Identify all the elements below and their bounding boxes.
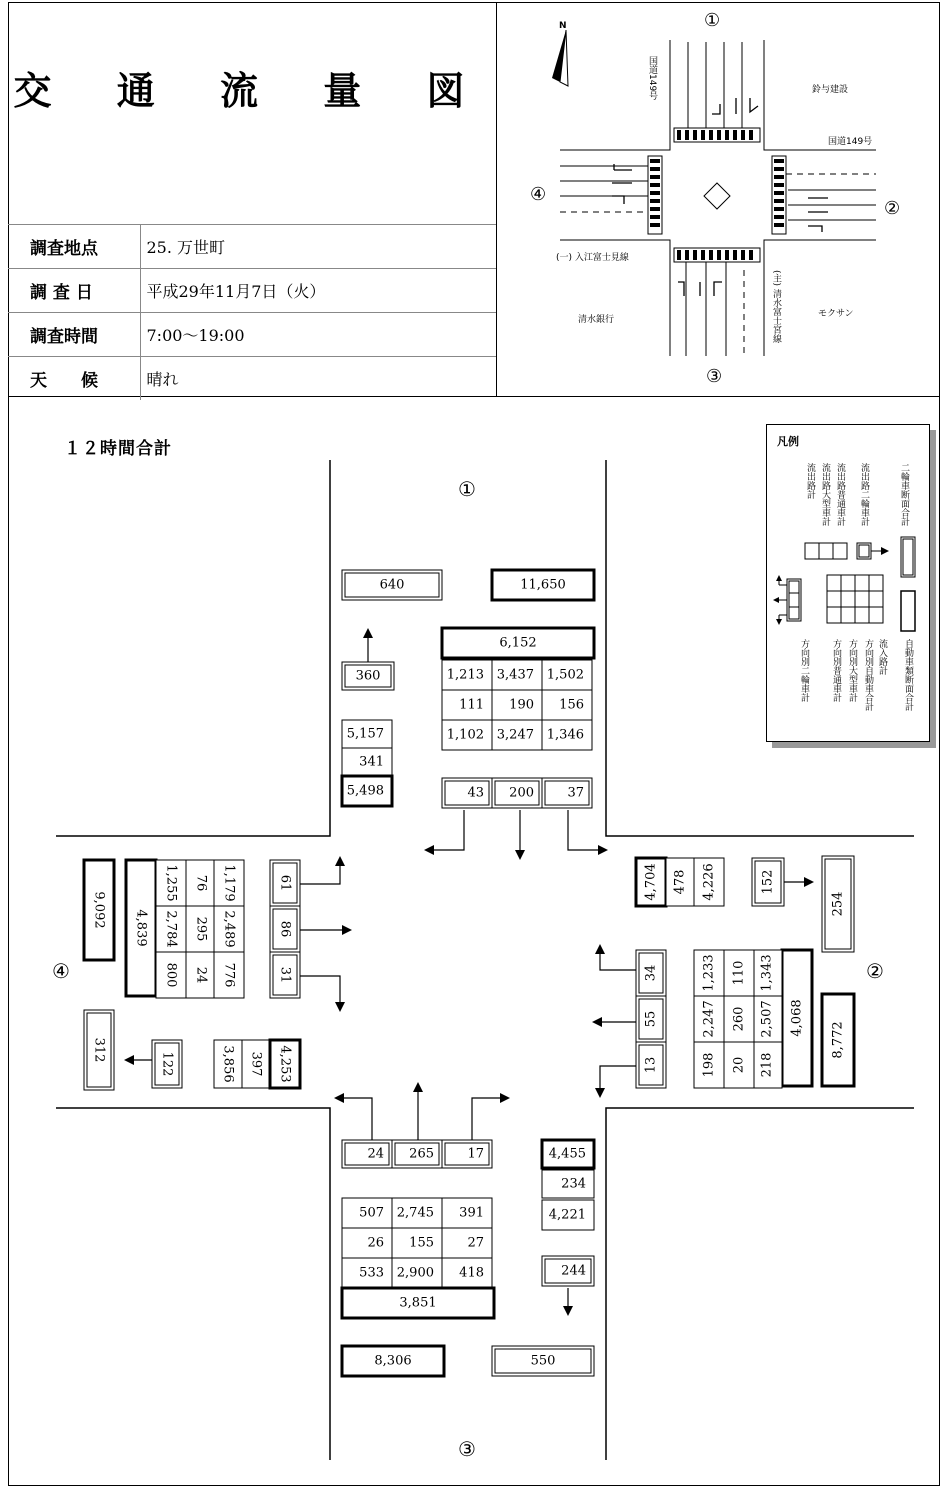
north-dir-total-cell-value: 1,213 — [446, 667, 484, 683]
south-dir-regular-cell — [442, 1198, 492, 1228]
north-dir-total-cell — [492, 660, 542, 690]
south-outflow-large-value: 234 — [561, 1176, 586, 1192]
west-outflow-twowheel — [152, 1040, 182, 1088]
south-dir-twowheel-cell-value: 17 — [467, 1146, 484, 1162]
legend-bottom-label: 流入路計 — [877, 639, 887, 675]
north-dir-regular-cell-value: 1,102 — [446, 727, 484, 743]
east-vehicle-section-total-value: 8,772 — [830, 1021, 846, 1059]
legend-top-label: 二輪車断面合計 — [899, 463, 909, 526]
north-outflow-twowheel-value: 360 — [355, 668, 381, 684]
west-outflow-regular-value: 3,856 — [220, 1045, 236, 1083]
north-dir-twowheel-cell — [442, 778, 492, 808]
section-title: １２時間合計 — [64, 439, 172, 459]
east-twowheel-section-total-value: 254 — [830, 891, 846, 917]
info-value: 25. 万世町 — [140, 225, 496, 269]
west-outflow-large — [242, 1040, 270, 1088]
map-road-west-label: (一) 入江富士見線 — [556, 253, 629, 263]
legend-bottom-label: 自動車類断面合計 — [903, 639, 913, 711]
east-dir-total-cell-value: 1,343 — [759, 954, 775, 992]
east-inflow-total — [782, 950, 812, 1086]
east-outflow-regular-value: 4,226 — [701, 863, 717, 901]
south-twowheel-section-total — [492, 1346, 594, 1376]
info-label: 調査地点 — [8, 225, 140, 269]
flow-dir-1: ① — [458, 477, 476, 501]
north-outflow-twowheel — [342, 662, 394, 690]
south-twowheel-section-total-value: 550 — [530, 1353, 556, 1369]
east-dir-large-cell-value: 260 — [731, 1006, 747, 1032]
legend-top-label: 流出路二輪車計 — [859, 463, 869, 526]
north-dir-regular-cell-value: 3,247 — [496, 727, 534, 743]
west-dir-twowheel-cell-value: 61 — [277, 874, 293, 892]
map-building-suzuyo: 鈴与建設 — [812, 85, 849, 95]
north-label: N — [559, 21, 567, 31]
west-dir-twowheel-cell-value: 86 — [277, 920, 293, 938]
west-dir-regular-cell — [156, 860, 186, 906]
info-label: 天 候 — [8, 357, 140, 401]
south-vehicle-section-total-value: 8,306 — [374, 1353, 412, 1369]
east-outflow-twowheel-value: 152 — [760, 869, 776, 895]
info-value: 平成29年11月7日（火） — [140, 269, 496, 313]
east-inflow-total-value: 4,068 — [789, 999, 805, 1037]
map-dir-1: ① — [704, 10, 721, 31]
south-dir-regular-cell-value: 2,745 — [396, 1205, 434, 1221]
legend-bottom-label: 方向別二輪車計 — [799, 639, 809, 702]
north-outflow-total — [342, 776, 392, 806]
north-dir-large-cell — [542, 690, 592, 720]
flow-dir-3: ③ — [458, 1437, 476, 1461]
west-dir-twowheel-cell-value: 31 — [277, 966, 293, 984]
west-dir-total-cell — [214, 906, 244, 952]
south-dir-regular-cell-value: 507 — [359, 1205, 384, 1221]
page-title: 交 通 流 量 図 — [13, 69, 491, 113]
south-dir-large-cell-value: 155 — [409, 1235, 434, 1251]
north-outflow-large — [342, 748, 392, 776]
east-outflow-large-value: 478 — [672, 869, 688, 895]
east-dir-twowheel-cell-value: 13 — [643, 1056, 659, 1074]
east-dir-regular-cell-value: 198 — [701, 1052, 717, 1078]
legend-top-label: 流出路大型車計 — [820, 463, 830, 526]
north-vehicle-section-total — [492, 570, 594, 600]
south-dir-total-cell — [442, 1258, 492, 1288]
west-dir-large-cell-value: 295 — [193, 916, 209, 942]
north-outflow-total-value: 5,498 — [346, 783, 384, 799]
map-dir-4: ④ — [530, 184, 547, 205]
south-dir-twowheel-cell — [442, 1140, 492, 1168]
west-vehicle-section-total — [84, 860, 114, 960]
west-outflow-total-value: 4,253 — [277, 1045, 293, 1083]
west-dir-large-cell — [186, 952, 216, 998]
north-dir-large-cell — [492, 690, 542, 720]
east-dir-twowheel-cell-value: 55 — [643, 1010, 659, 1028]
east-outflow-regular — [694, 858, 724, 906]
flow-cells — [84, 570, 854, 1376]
legend-bottom-label: 方向別自動車合計 — [863, 639, 873, 711]
south-dir-regular-cell — [392, 1198, 442, 1228]
south-dir-large-cell — [442, 1228, 492, 1258]
west-twowheel-section-total — [84, 1010, 114, 1090]
legend-bottom-label: 方向別普通車計 — [831, 639, 841, 702]
south-dir-total-cell — [342, 1258, 392, 1288]
map-road-east-label: 国道149号 — [828, 137, 873, 147]
east-vehicle-section-total — [822, 994, 854, 1086]
south-dir-total-cell-value: 418 — [459, 1265, 484, 1281]
flow-dir-2: ② — [866, 959, 884, 983]
north-dir-large-cell-value: 111 — [459, 697, 484, 713]
north-outflow-regular-value: 5,157 — [346, 726, 384, 742]
north-outflow-regular — [342, 720, 392, 748]
south-outflow-total-value: 4,455 — [548, 1146, 586, 1162]
west-dir-total-cell-value: 2,489 — [221, 910, 237, 948]
north-outflow-large-value: 341 — [359, 754, 384, 770]
west-outflow-large-value: 397 — [248, 1051, 264, 1077]
north-dir-regular-cell — [492, 720, 542, 750]
legend — [766, 424, 930, 742]
north-twowheel-section-total-value: 640 — [379, 577, 405, 593]
south-inflow-total-value: 3,851 — [399, 1295, 437, 1311]
south-dir-large-cell — [342, 1228, 392, 1258]
legend-top-label: 流出路計 — [805, 463, 815, 499]
north-dir-twowheel-cell — [542, 778, 592, 808]
west-dir-twowheel-cell — [270, 906, 300, 952]
north-dir-large-cell-value: 190 — [509, 697, 534, 713]
north-dir-regular-cell — [442, 720, 492, 750]
west-dir-regular-cell-value: 2,784 — [163, 910, 179, 948]
west-dir-large-cell — [186, 860, 216, 906]
east-dir-large-cell — [724, 1042, 754, 1088]
east-twowheel-section-total — [822, 856, 854, 952]
north-dir-total-cell-value: 3,437 — [496, 667, 534, 683]
north-twowheel-section-total — [342, 570, 442, 600]
south-dir-total-cell-value: 533 — [359, 1265, 384, 1281]
west-dir-large-cell — [186, 906, 216, 952]
east-dir-total-cell — [752, 1042, 782, 1088]
north-dir-regular-cell — [542, 720, 592, 750]
flow-dir-4: ④ — [52, 959, 70, 983]
north-dir-total-cell — [542, 660, 592, 690]
north-dir-twowheel-cell-value: 37 — [567, 785, 584, 801]
east-dir-large-cell-value: 110 — [731, 960, 747, 986]
west-dir-regular-cell-value: 800 — [163, 962, 179, 988]
east-dir-large-cell — [724, 950, 754, 996]
west-dir-total-cell-value: 776 — [221, 962, 237, 988]
map-dir-3: ③ — [706, 366, 723, 387]
east-dir-large-cell-value: 20 — [731, 1056, 747, 1074]
south-dir-total-cell — [392, 1258, 442, 1288]
north-dir-total-cell — [442, 660, 492, 690]
east-dir-twowheel-cell — [636, 1042, 666, 1088]
map-building-mokusan: モクサン — [818, 309, 854, 319]
map-dir-2: ② — [884, 198, 901, 219]
map-road-north-label: 国道149号 — [647, 56, 657, 101]
west-dir-regular-cell-value: 1,255 — [163, 864, 179, 902]
west-twowheel-section-total-value: 312 — [91, 1037, 107, 1063]
north-dir-twowheel-cell-value: 200 — [509, 785, 534, 801]
south-outflow-twowheel-value: 244 — [561, 1263, 586, 1279]
info-label: 調査時間 — [8, 313, 140, 357]
north-dir-large-cell — [442, 690, 492, 720]
north-inflow-total-value: 6,152 — [499, 635, 537, 651]
east-outflow-total — [636, 858, 666, 906]
west-inflow-total-value: 4,839 — [133, 909, 149, 947]
north-dir-total-cell-value: 1,502 — [546, 667, 584, 683]
north-dir-twowheel-cell-value: 43 — [467, 785, 484, 801]
east-dir-total-cell-value: 2,507 — [759, 1000, 775, 1038]
west-outflow-twowheel-value: 122 — [159, 1051, 175, 1077]
west-dir-twowheel-cell — [270, 952, 300, 998]
south-dir-twowheel-cell — [392, 1140, 442, 1168]
east-dir-total-cell — [752, 996, 782, 1042]
south-dir-regular-cell-value: 391 — [459, 1205, 484, 1221]
west-outflow-total — [270, 1040, 300, 1088]
east-dir-twowheel-cell-value: 34 — [643, 964, 659, 982]
east-dir-large-cell — [724, 996, 754, 1042]
east-dir-total-cell-value: 218 — [759, 1052, 775, 1078]
west-inflow-total — [126, 860, 156, 996]
info-value: 晴れ — [140, 357, 496, 401]
info-label: 調 査 日 — [8, 269, 140, 313]
north-dir-twowheel-cell — [492, 778, 542, 808]
map-building-bank: 清水銀行 — [578, 315, 615, 325]
west-outflow-regular — [214, 1040, 242, 1088]
west-dir-regular-cell — [156, 952, 186, 998]
west-dir-large-cell-value: 24 — [193, 966, 209, 984]
south-outflow-total — [542, 1140, 594, 1168]
south-dir-regular-cell — [342, 1198, 392, 1228]
legend-bottom-label: 方向別大型車計 — [847, 639, 857, 702]
south-dir-twowheel-cell-value: 24 — [367, 1146, 384, 1162]
east-outflow-twowheel — [752, 858, 784, 906]
north-dir-regular-cell-value: 1,346 — [546, 727, 584, 743]
south-dir-twowheel-cell — [342, 1140, 392, 1168]
south-outflow-regular — [542, 1200, 594, 1230]
east-outflow-total-value: 4,704 — [643, 863, 659, 901]
east-dir-regular-cell — [694, 1042, 724, 1088]
north-vehicle-section-total-value: 11,650 — [520, 577, 566, 593]
legend-top-label: 流出路普通車計 — [835, 463, 845, 526]
east-outflow-large — [666, 858, 694, 906]
east-dir-twowheel-cell — [636, 950, 666, 996]
west-dir-total-cell-value: 1,179 — [221, 864, 237, 902]
east-dir-regular-cell-value: 2,247 — [701, 1000, 717, 1038]
legend-title: 凡例 — [777, 435, 799, 448]
east-dir-twowheel-cell — [636, 996, 666, 1042]
west-dir-twowheel-cell — [270, 860, 300, 906]
west-dir-total-cell — [214, 860, 244, 906]
south-outflow-twowheel — [542, 1256, 594, 1286]
east-dir-regular-cell — [694, 950, 724, 996]
east-dir-total-cell — [752, 950, 782, 996]
info-value: 7:00～19:00 — [140, 313, 496, 357]
south-dir-total-cell-value: 2,900 — [396, 1265, 434, 1281]
south-dir-large-cell-value: 26 — [367, 1235, 384, 1251]
east-dir-regular-cell-value: 1,233 — [701, 954, 717, 992]
south-outflow-large — [542, 1170, 594, 1198]
east-dir-regular-cell — [694, 996, 724, 1042]
north-dir-large-cell-value: 156 — [559, 697, 584, 713]
north-inflow-total — [442, 628, 594, 658]
south-dir-large-cell — [392, 1228, 442, 1258]
map-road-south-label: (主) 清水富士宮線 — [771, 270, 781, 343]
west-vehicle-section-total-value: 9,092 — [91, 891, 107, 929]
south-vehicle-section-total — [342, 1346, 444, 1376]
south-dir-large-cell-value: 27 — [467, 1235, 484, 1251]
south-outflow-regular-value: 4,221 — [548, 1207, 586, 1223]
south-dir-twowheel-cell-value: 265 — [409, 1146, 434, 1162]
south-inflow-total — [342, 1288, 494, 1318]
west-dir-regular-cell — [156, 906, 186, 952]
west-dir-large-cell-value: 76 — [193, 874, 209, 892]
west-dir-total-cell — [214, 952, 244, 998]
